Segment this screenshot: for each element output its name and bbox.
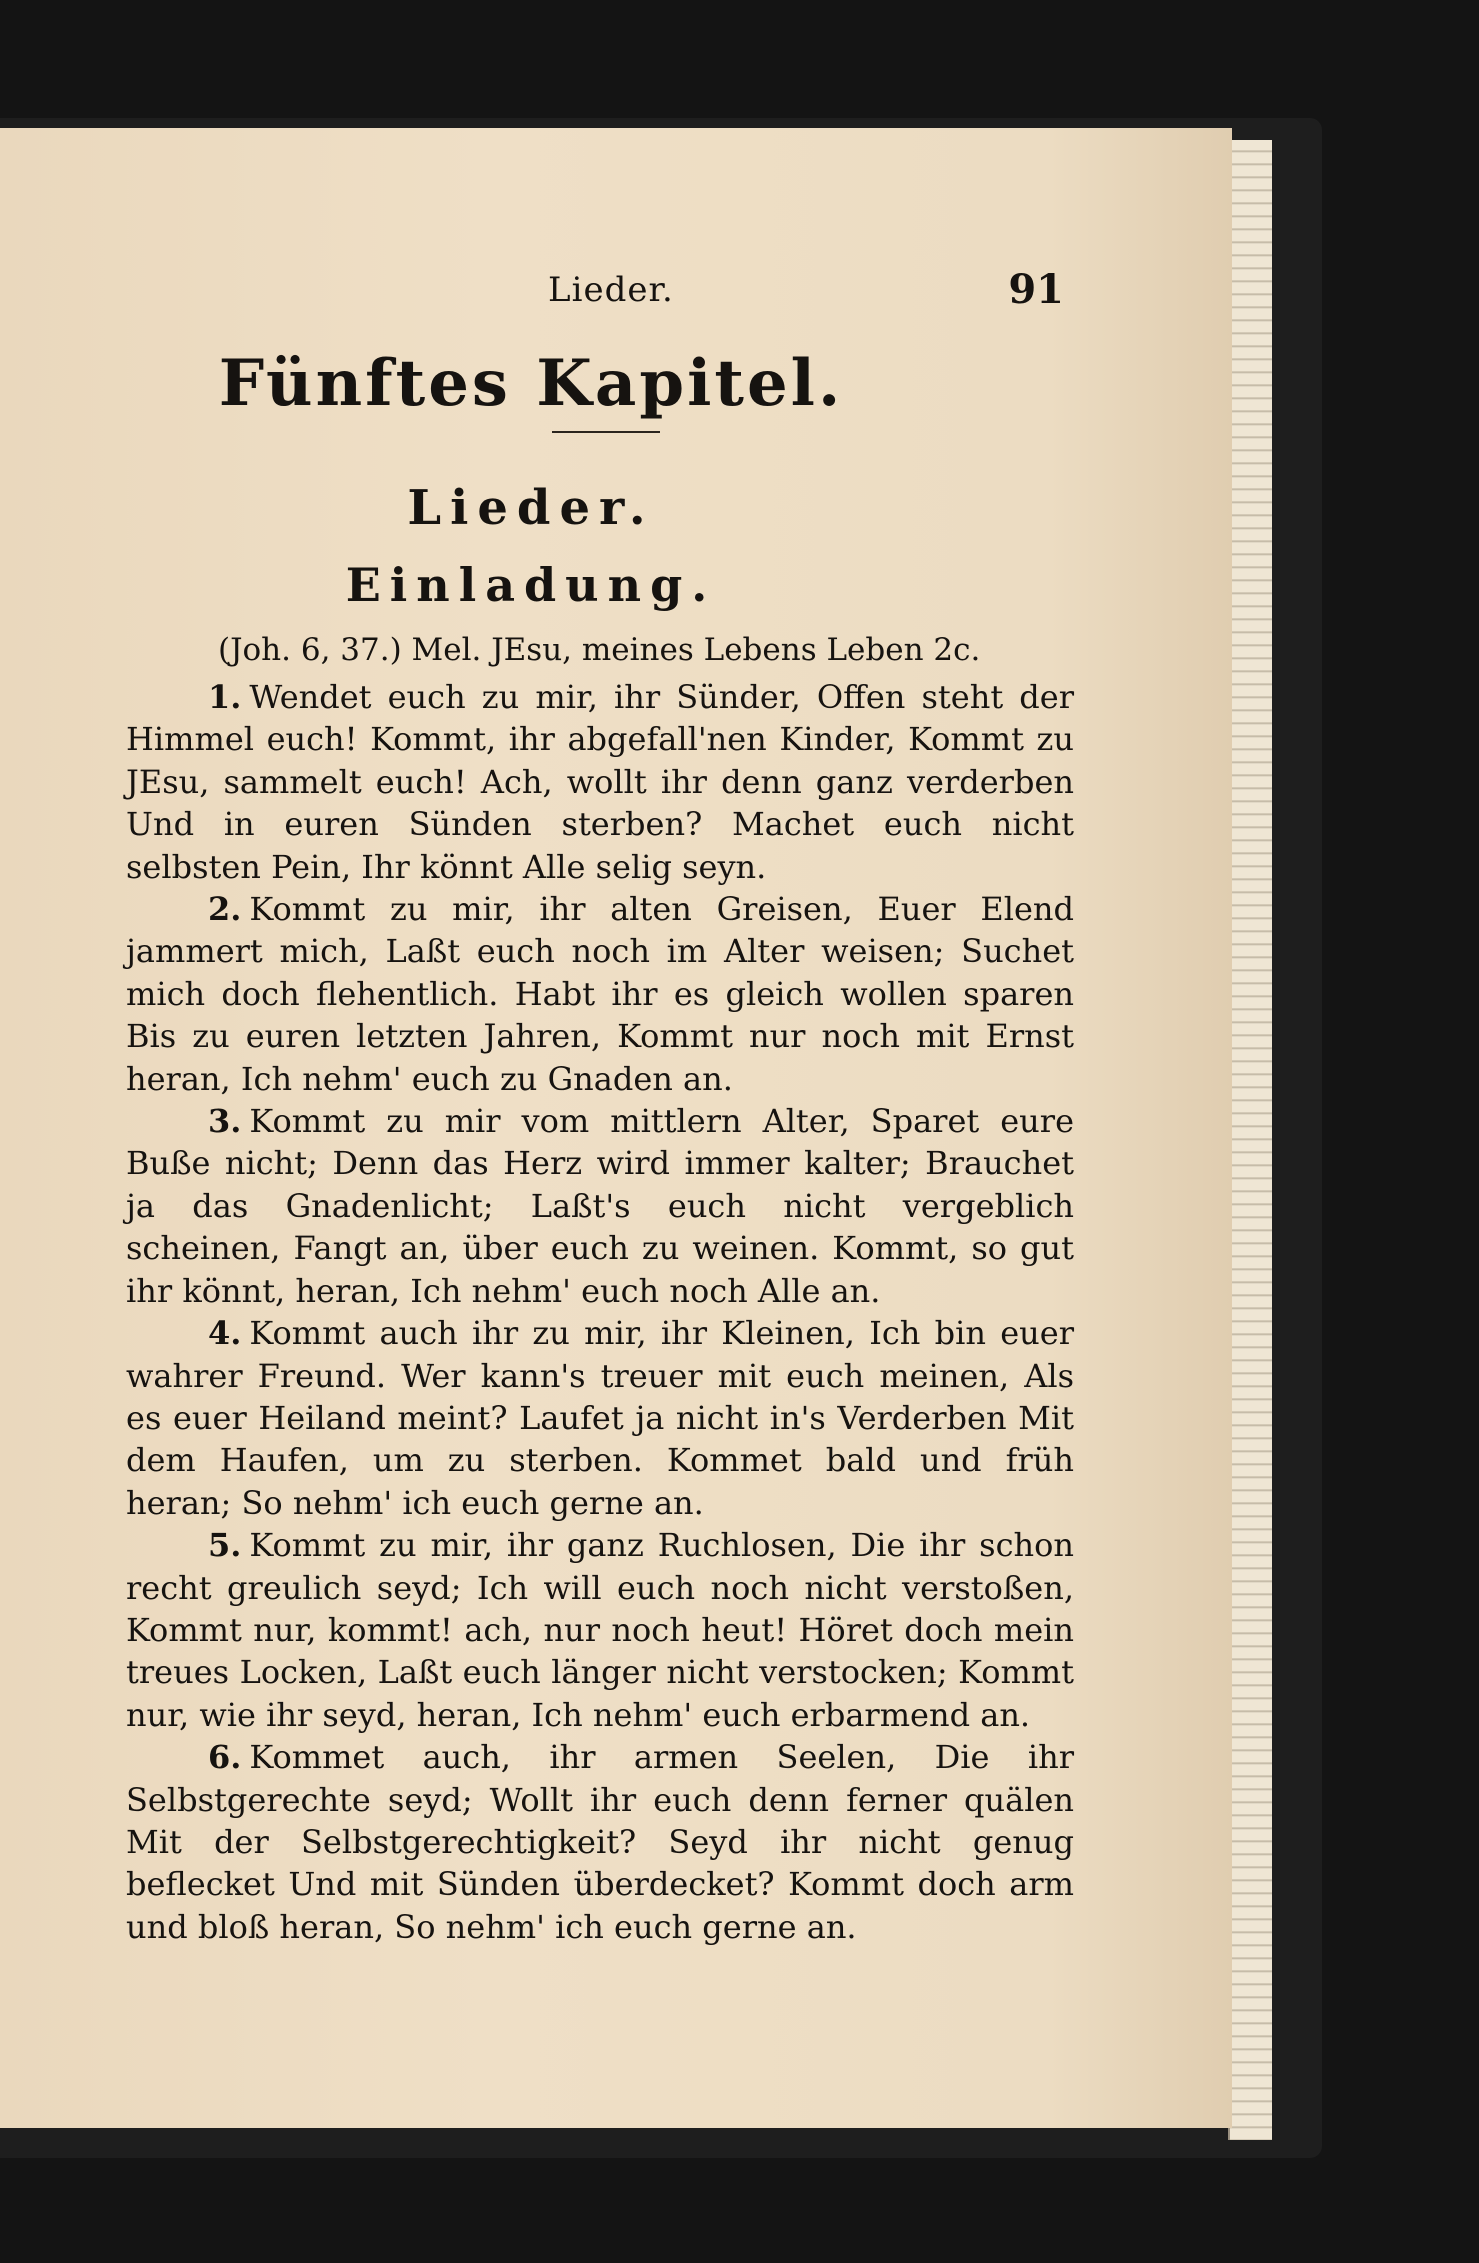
verse-text: Kommt auch ihr zu mir, ihr Kleinen, Ich bin euer wahrer Freund. Wer kann's treuer mit euch meinen, Als es euer Heiland meint? Laufet ja nicht in's Verderben Mit dem Haufen, um zu sterben. Kommet bald und früh heran; So nehm' ich euch gerne an. [126, 1314, 1074, 1522]
verse [126, 676, 1074, 888]
hymn-reference: (Joh. 6, 37.) Mel. JEsu, meines Lebens Leben 2c. [218, 632, 981, 668]
title-divider [552, 431, 660, 433]
verse-text: Kommt zu mir vom mittlern Alter, Sparet eure Buße nicht; Denn das Herz wird immer kalter; Brauchet ja das Gnadenlicht; Laßt's euch nicht vergeblich scheinen, Fangt an, über euch zu weinen. Kommt, so gut ihr könnt, heran, Ich nehm' euch noch Alle an. [126, 1102, 1074, 1310]
verse-number: 5. [208, 1526, 242, 1565]
verse [126, 1524, 1074, 1736]
verse [126, 1100, 1074, 1312]
verse [126, 1736, 1074, 1948]
book-page [0, 128, 1232, 2128]
running-head: Lieder. [548, 270, 674, 310]
hymn-title: Einladung. [345, 558, 717, 612]
verse-number: 1. [208, 678, 242, 716]
verse-number: 2. [208, 890, 242, 929]
page-edges [1228, 140, 1272, 2140]
verse [126, 1312, 1074, 1524]
chapter-title: Fünftes Kapitel. [218, 346, 844, 421]
page-number: 91 [1008, 266, 1064, 313]
verse-text: Kommet auch, ihr armen Seelen, Die ihr Selbstgerechte seyd; Wollt ihr euch denn ferner quälen Mit der Selbstgerechtigkeit? Seyd ihr nicht genug beflecket Und mit Sünden überdecket? Kommt doch arm und bloß heran, So nehm' ich euch gerne an. [126, 1738, 1074, 1946]
verse-text: Kommt zu mir, ihr ganz Ruchlosen, Die ihr schon recht greulich seyd; Ich will euch noch nicht verstoßen, Kommt nur, kommt! ach, nur noch heut! Höret doch mein treues Locken, Laßt euch länger nicht verstocken; Kommt nur, wie ihr seyd, heran, Ich nehm' euch erbarmend an. [126, 1526, 1074, 1734]
verse-text: Wendet euch zu mir, ihr Sünder, Offen steht der Himmel euch! Kommt, ihr abgefall'nen Kinder, Kommt zu JEsu, sammelt euch! Ach, wollt ihr denn ganz verderben Und in euren Sünden sterben? Machet euch nicht selbsten Pein, Ihr könnt Alle selig seyn. [126, 678, 1074, 886]
section-title: Lieder. [407, 480, 655, 536]
verse-list [126, 676, 1074, 1948]
verse [126, 888, 1074, 1100]
verse-number: 3. [208, 1102, 242, 1141]
verse-number: 4. [208, 1314, 242, 1353]
verse-text: Kommt zu mir, ihr alten Greisen, Euer Elend jammert mich, Laßt euch noch im Alter weisen; Suchet mich doch flehentlich. Habt ihr es gleich wollen sparen Bis zu euren letzten Jahren, Kommt nur noch mit Ernst heran, Ich nehm' euch zu Gnaden an. [126, 890, 1074, 1098]
verse-number: 6. [208, 1738, 242, 1777]
